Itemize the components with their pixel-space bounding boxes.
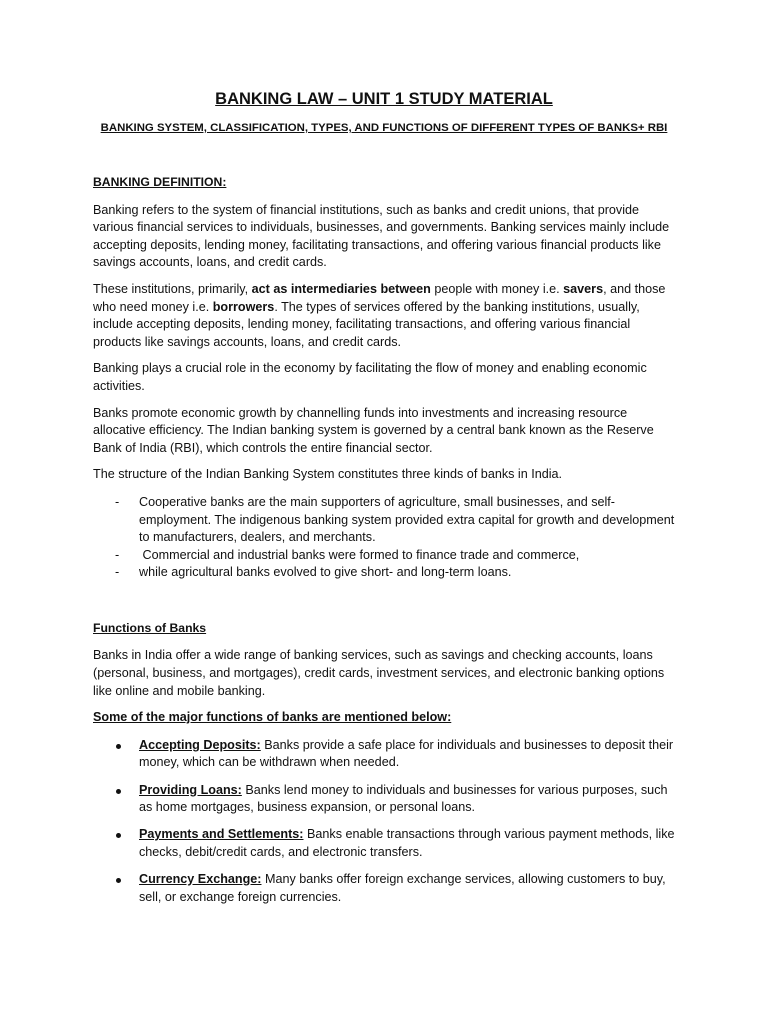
- list-item: [93, 547, 675, 565]
- document-content: [93, 88, 675, 916]
- list-item: [93, 737, 675, 772]
- document-subtitle: BANKING SYSTEM, CLASSIFICATION, TYPES, AND FUNCTIONS OF DIFFERENT TYPES OF BANKS+ RBI: [100, 122, 668, 134]
- para2-text-4: . The types of services offered by the banking institutions, usually, include accepting deposits, lending money, facilitating transactions, and offering various financial products like savings accounts, loans, and credit cards.: [93, 299, 640, 349]
- functions-intro-paragraph: Banks in India offer a wide range of banking services, such as savings and checking accounts, loans (personal, business, and mortgages), credit cards, investment services, and electronic banking options like online and mobile banking.: [93, 648, 665, 698]
- functions-of-banks-heading: Functions of Banks: [93, 620, 207, 635]
- banking-definition-heading: BANKING DEFINITION:: [93, 175, 227, 189]
- list-item: [93, 494, 675, 547]
- bullet-icon: [116, 833, 121, 838]
- function-term: Currency Exchange:: [139, 871, 262, 886]
- functions-list: [93, 737, 675, 906]
- dash-marker: -: [115, 547, 120, 562]
- definition-paragraph-1: Banking refers to the system of financial institutions, such as banks and credit unions, that provide various financial services to individuals, businesses, and governments. Banking services mainly include accepting deposits, lending money, facilitating transactions, and offering various financial products like savings accounts, loans, and credit cards.: [93, 202, 670, 270]
- para2-text-2: people with money i.e.: [430, 281, 564, 296]
- bank-types-list: [93, 494, 675, 582]
- para2-bold-intermediaries: act as intermediaries between: [251, 281, 431, 296]
- function-description: Banks provide a safe place for individuals and businesses to deposit their money, which can be withdrawn when needed.: [139, 737, 674, 770]
- dash-marker: -: [115, 565, 120, 580]
- definition-paragraph-2: [93, 281, 675, 351]
- para2-text-3: , and those who need money i.e.: [93, 281, 666, 314]
- bullet-icon: [116, 744, 121, 749]
- function-term: Accepting Deposits:: [139, 737, 261, 752]
- function-description: Many banks offer foreign exchange services, allowing customers to buy, sell, or exchange foreign currencies.: [139, 871, 666, 904]
- list-item-text: Commercial and industrial banks were formed to finance trade and commerce,: [139, 547, 580, 562]
- major-functions-heading: [93, 709, 675, 727]
- list-item-text: Cooperative banks are the main supporters of agriculture, small businesses, and self-employment. The indigenous banking system provided extra capital for growth and development to manufacturers, dealers, and merchants.: [139, 494, 675, 545]
- list-item: [93, 564, 675, 582]
- para2-bold-borrowers: borrowers: [212, 299, 275, 314]
- para2-bold-savers: savers: [563, 281, 604, 296]
- para2-text-1: These institutions, primarily,: [93, 281, 252, 296]
- list-item: [93, 826, 675, 861]
- function-description: Banks enable transactions through various payment methods, like checks, debit/credit cards, and electronic transfers.: [139, 827, 675, 859]
- function-term: Providing Loans:: [139, 782, 242, 797]
- document-title: BANKING LAW – UNIT 1 STUDY MATERIAL: [215, 90, 553, 108]
- definition-paragraph-3: Banking plays a crucial role in the economy by facilitating the flow of money and enabling economic activities.: [93, 361, 647, 393]
- major-functions-heading-text: Some of the major functions of banks are mentioned below:: [93, 710, 452, 725]
- dash-marker: -: [115, 494, 120, 509]
- function-term: Payments and Settlements:: [139, 827, 304, 842]
- definition-paragraph-4: Banks promote economic growth by channelling funds into investments and increasing resource allocative efficiency. The Indian banking system is governed by a central bank known as the Reserve Bank of India (RBI), which controls the entire financial sector.: [93, 405, 654, 455]
- function-description: Banks lend money to individuals and businesses for various purposes, such as home mortgages, business expansion, or personal loans.: [139, 782, 668, 815]
- definition-paragraph-5: The structure of the Indian Banking System constitutes three kinds of banks in India.: [93, 467, 563, 482]
- bullet-icon: [116, 878, 121, 883]
- bullet-icon: [116, 789, 121, 794]
- list-item: [93, 871, 675, 906]
- list-item-text: while agricultural banks evolved to give short- and long-term loans.: [139, 565, 512, 580]
- list-item: [93, 782, 675, 817]
